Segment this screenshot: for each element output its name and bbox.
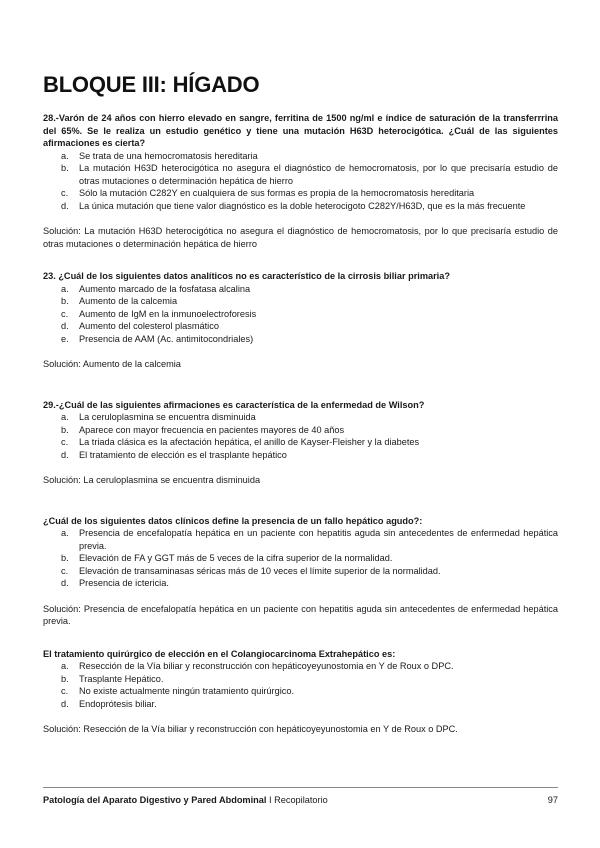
option-item: c. Aumento de IgM en la inmunoelectroforesis	[61, 308, 257, 319]
option-item: b. Elevación de FA y GGT más de 5 veces de la cifra superior de la normalidad.	[61, 553, 393, 563]
page-title: BLOQUE III: HÍGADO	[43, 72, 260, 97]
solution-text: Solución: Aumento de la calcemia	[43, 359, 181, 369]
footer-title: Patología del Aparato Digestivo y Pared Abdominal I Recopilatorio	[43, 795, 328, 805]
option-item: d. La única mutación que tiene valor diagnóstico es la doble heterocigoto C282Y/H63D, que es la más frecuente	[61, 200, 526, 211]
options-list	[43, 660, 558, 710]
option-item: a. Presencia de encefalopatía hepática en un paciente con hepatitis aguda sin antecedentes de enfermedad hepática previa.	[61, 528, 558, 551]
solution-text: Solución: Presencia de encefalopatía hepática en un paciente con hepatitis aguda sin antecedentes de enfermedad hepática previa.	[43, 603, 558, 626]
question-block-3	[43, 399, 558, 462]
option-item: a. Aumento marcado de la fosfatasa alcalina	[61, 283, 251, 294]
option-item: b. Trasplante Hepático.	[61, 673, 164, 684]
options-list	[43, 527, 558, 590]
solution-text: Solución: La ceruloplasmina se encuentra disminuida	[43, 475, 261, 485]
option-item: b. Aparece con mayor frecuencia en pacientes mayores de 40 años	[61, 424, 345, 435]
option-item: c. No existe actualmente ningún tratamiento quirúrgico.	[61, 686, 295, 696]
options-list	[43, 150, 558, 213]
question-text: 28.-Varón de 24 años con hierro elevado en sangre, ferritina de 1500 ng/ml e índice de saturación de la transferrrina del 65%. Se le realiza un estudio genético y tiene una mutación H63D heterocigótica. ¿Cuál de las siguientes afirmaciones es cierta?	[43, 113, 558, 148]
option-item: c. La triada clásica es la afectación hepática, el anillo de Kayser-Fleisher y la diabetes	[61, 437, 420, 447]
question-block-5	[43, 648, 558, 711]
question-text: 23. ¿Cuál de los siguientes datos analíticos no es característico de la cirrosis biliar primaria?	[43, 271, 450, 281]
question-block-4	[43, 515, 558, 590]
options-list	[43, 283, 558, 346]
question-block-2	[43, 270, 558, 345]
page-content	[43, 72, 558, 736]
question-text: El tratamiento quirúrgico de elección en el Colangiocarcinoma Extrahepático es:	[43, 648, 396, 659]
question-text: ¿Cuál de los siguientes datos clínicos define la presencia de un fallo hepático agudo?:	[43, 515, 423, 526]
option-item: b. Aumento de la calcemia	[61, 296, 178, 306]
option-item: a. La ceruloplasmina se encuentra disminuida	[61, 412, 256, 422]
option-item: a. Se trata de una hemocromatosis hereditaria	[61, 150, 258, 161]
option-item: d. Aumento del colesterol plasmático	[61, 321, 219, 331]
page-footer	[43, 787, 558, 805]
option-item: c. Elevación de transaminasas séricas más de 10 veces el límite superior de la normalidad.	[61, 565, 441, 576]
option-item: b. La mutación H63D heterocigótica no asegura el diagnóstico de hemocromatosis, por lo que precisaría estudio de otras mutaciones o determinación hepática de hierro	[61, 163, 558, 186]
option-item: a. Resección de la Vía biliar y reconstrucción con hepáticoyeyunostomia en Y de Roux o DPC.	[61, 661, 454, 671]
solution-text: Solución: Resección de la Vía biliar y reconstrucción con hepáticoyeyunostomia en Y de Roux o DPC.	[43, 724, 458, 734]
question-block-1	[43, 112, 558, 212]
question-text: 29.-¿Cuál de las siguientes afirmaciones es característica de la enfermedad de Wilson?	[43, 399, 425, 410]
option-item: d. Endoprótesis biliar.	[61, 698, 157, 709]
option-item: d. El tratamiento de elección es el trasplante hepático	[61, 449, 287, 460]
option-item: c. Sólo la mutación C282Y en cualquiera de sus formas es propia de la hemocromatosis hereditaria	[61, 188, 475, 198]
page-number: 97	[547, 795, 558, 805]
option-item: e. Presencia de AAM (Ac. antimitocondriales)	[61, 333, 254, 344]
options-list	[43, 411, 558, 461]
option-item: d. Presencia de ictericia.	[61, 578, 169, 588]
solution-text: Solución: La mutación H63D heterocigótica no asegura el diagnóstico de hemocromatosis, por lo que precisaría estudio de otras mutaciones o determinación hepática de hierro	[43, 226, 558, 249]
